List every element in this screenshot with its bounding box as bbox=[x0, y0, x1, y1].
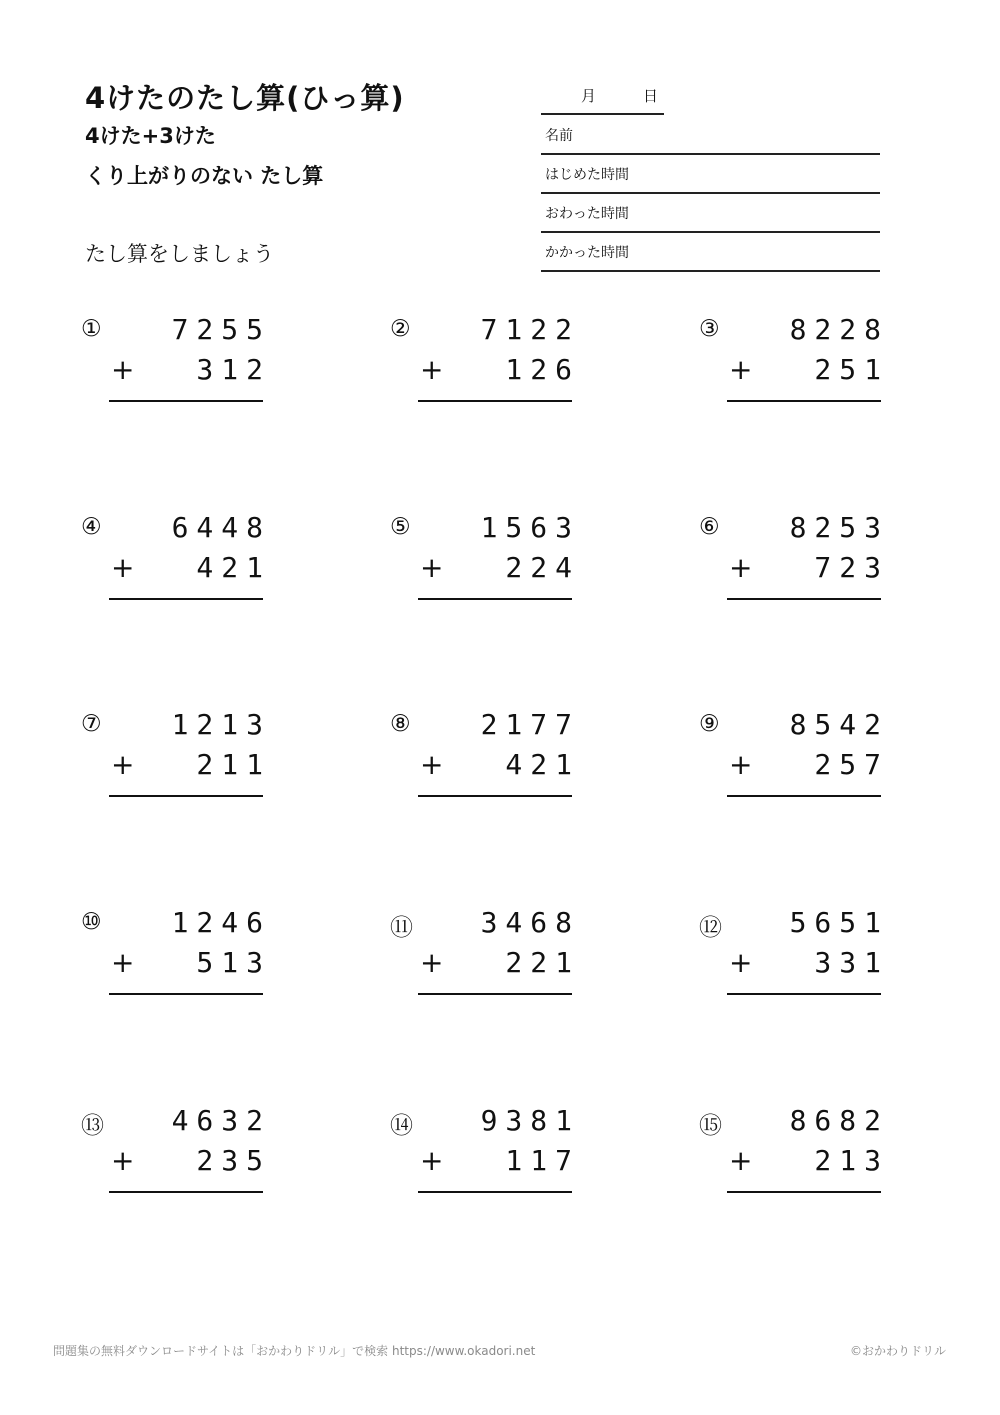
end-time-field[interactable] bbox=[541, 192, 880, 233]
name-label: 名前 bbox=[545, 128, 573, 144]
month-label: 月 bbox=[581, 87, 597, 105]
problem-14 bbox=[390, 1104, 580, 1204]
instruction: たし算をしましょう bbox=[85, 242, 274, 266]
problem-10 bbox=[81, 906, 271, 1006]
plus-sign: + bbox=[111, 748, 135, 781]
plus-sign: + bbox=[729, 353, 753, 386]
augend: 7255 bbox=[171, 313, 271, 346]
elapsed-time-label: かかった時間 bbox=[545, 245, 629, 261]
answer-line[interactable] bbox=[727, 993, 881, 995]
answer-line[interactable] bbox=[727, 795, 881, 797]
augend: 4632 bbox=[171, 1104, 271, 1137]
addend: 513 bbox=[196, 946, 271, 979]
addend: 421 bbox=[196, 551, 271, 584]
answer-line[interactable] bbox=[109, 1191, 263, 1193]
problem-4 bbox=[81, 511, 271, 611]
problem-number: ⑥ bbox=[699, 514, 720, 540]
answer-line[interactable] bbox=[418, 1191, 572, 1193]
worksheet-subtitle: 4けた+3けた bbox=[85, 124, 216, 148]
answer-line[interactable] bbox=[727, 1191, 881, 1193]
augend: 7122 bbox=[480, 313, 580, 346]
problem-5 bbox=[390, 511, 580, 611]
answer-line[interactable] bbox=[418, 400, 572, 402]
addend: 723 bbox=[814, 551, 889, 584]
addend: 224 bbox=[505, 551, 580, 584]
answer-line[interactable] bbox=[727, 400, 881, 402]
plus-sign: + bbox=[111, 353, 135, 386]
problem-7 bbox=[81, 708, 271, 808]
problem-8 bbox=[390, 708, 580, 808]
problem-13 bbox=[81, 1104, 271, 1204]
problem-2 bbox=[390, 313, 580, 413]
problem-number: ④ bbox=[81, 514, 102, 540]
problem-15 bbox=[699, 1104, 889, 1204]
problem-6 bbox=[699, 511, 889, 611]
addend: 126 bbox=[505, 353, 580, 386]
plus-sign: + bbox=[111, 946, 135, 979]
plus-sign: + bbox=[729, 551, 753, 584]
answer-line[interactable] bbox=[109, 598, 263, 600]
name-field[interactable] bbox=[541, 114, 880, 155]
answer-line[interactable] bbox=[418, 598, 572, 600]
problem-number: ⑩ bbox=[81, 909, 102, 935]
problem-number: ⑭ bbox=[390, 1113, 413, 1139]
augend: 1213 bbox=[171, 708, 271, 741]
plus-sign: + bbox=[420, 748, 444, 781]
date-field[interactable] bbox=[541, 83, 664, 115]
addend: 117 bbox=[505, 1144, 580, 1177]
problem-number: ② bbox=[390, 316, 411, 342]
start-time-label: はじめた時間 bbox=[545, 167, 629, 183]
problem-3 bbox=[699, 313, 889, 413]
problem-number: ⑨ bbox=[699, 711, 720, 737]
problem-number: ⑧ bbox=[390, 711, 411, 737]
augend: 5651 bbox=[789, 906, 889, 939]
problem-number: ③ bbox=[699, 316, 720, 342]
augend: 8228 bbox=[789, 313, 889, 346]
addend: 331 bbox=[814, 946, 889, 979]
answer-line[interactable] bbox=[418, 993, 572, 995]
augend: 3468 bbox=[480, 906, 580, 939]
plus-sign: + bbox=[729, 1144, 753, 1177]
addend: 312 bbox=[196, 353, 271, 386]
day-label: 日 bbox=[643, 87, 659, 105]
worksheet-subtitle-2: くり上がりのない たし算 bbox=[85, 164, 324, 188]
problem-12 bbox=[699, 906, 889, 1006]
plus-sign: + bbox=[729, 946, 753, 979]
addend: 221 bbox=[505, 946, 580, 979]
plus-sign: + bbox=[111, 551, 135, 584]
problem-11 bbox=[390, 906, 580, 1006]
addend: 211 bbox=[196, 748, 271, 781]
augend: 6448 bbox=[171, 511, 271, 544]
footer-copyright: ©おかわりドリル bbox=[850, 1344, 947, 1358]
problem-number: ⑦ bbox=[81, 711, 102, 737]
problem-1 bbox=[81, 313, 271, 413]
addend: 213 bbox=[814, 1144, 889, 1177]
plus-sign: + bbox=[111, 1144, 135, 1177]
answer-line[interactable] bbox=[109, 993, 263, 995]
problem-number: ⑮ bbox=[699, 1113, 722, 1139]
augend: 1246 bbox=[171, 906, 271, 939]
problem-number: ⑫ bbox=[699, 915, 722, 941]
augend: 8542 bbox=[789, 708, 889, 741]
problem-number: ⑬ bbox=[81, 1113, 104, 1139]
addend: 251 bbox=[814, 353, 889, 386]
answer-line[interactable] bbox=[109, 400, 263, 402]
plus-sign: + bbox=[420, 551, 444, 584]
worksheet-title: 4けたのたし算(ひっ算) bbox=[85, 81, 405, 115]
footer-site-text: 問題集の無料ダウンロードサイトは「おかわりドリル」で検索 https://www.okadori.net bbox=[53, 1344, 536, 1358]
plus-sign: + bbox=[420, 353, 444, 386]
addend: 421 bbox=[505, 748, 580, 781]
addend: 257 bbox=[814, 748, 889, 781]
plus-sign: + bbox=[420, 1144, 444, 1177]
answer-line[interactable] bbox=[109, 795, 263, 797]
augend: 8253 bbox=[789, 511, 889, 544]
augend: 9381 bbox=[480, 1104, 580, 1137]
problem-number: ⑤ bbox=[390, 514, 411, 540]
end-time-label: おわった時間 bbox=[545, 206, 629, 222]
augend: 2177 bbox=[480, 708, 580, 741]
answer-line[interactable] bbox=[727, 598, 881, 600]
addend: 235 bbox=[196, 1144, 271, 1177]
augend: 8682 bbox=[789, 1104, 889, 1137]
problem-number: ⑪ bbox=[390, 915, 413, 941]
problem-number: ① bbox=[81, 316, 102, 342]
problem-9 bbox=[699, 708, 889, 808]
plus-sign: + bbox=[420, 946, 444, 979]
answer-line[interactable] bbox=[418, 795, 572, 797]
augend: 1563 bbox=[480, 511, 580, 544]
elapsed-time-field[interactable] bbox=[541, 231, 880, 272]
plus-sign: + bbox=[729, 748, 753, 781]
start-time-field[interactable] bbox=[541, 153, 880, 194]
